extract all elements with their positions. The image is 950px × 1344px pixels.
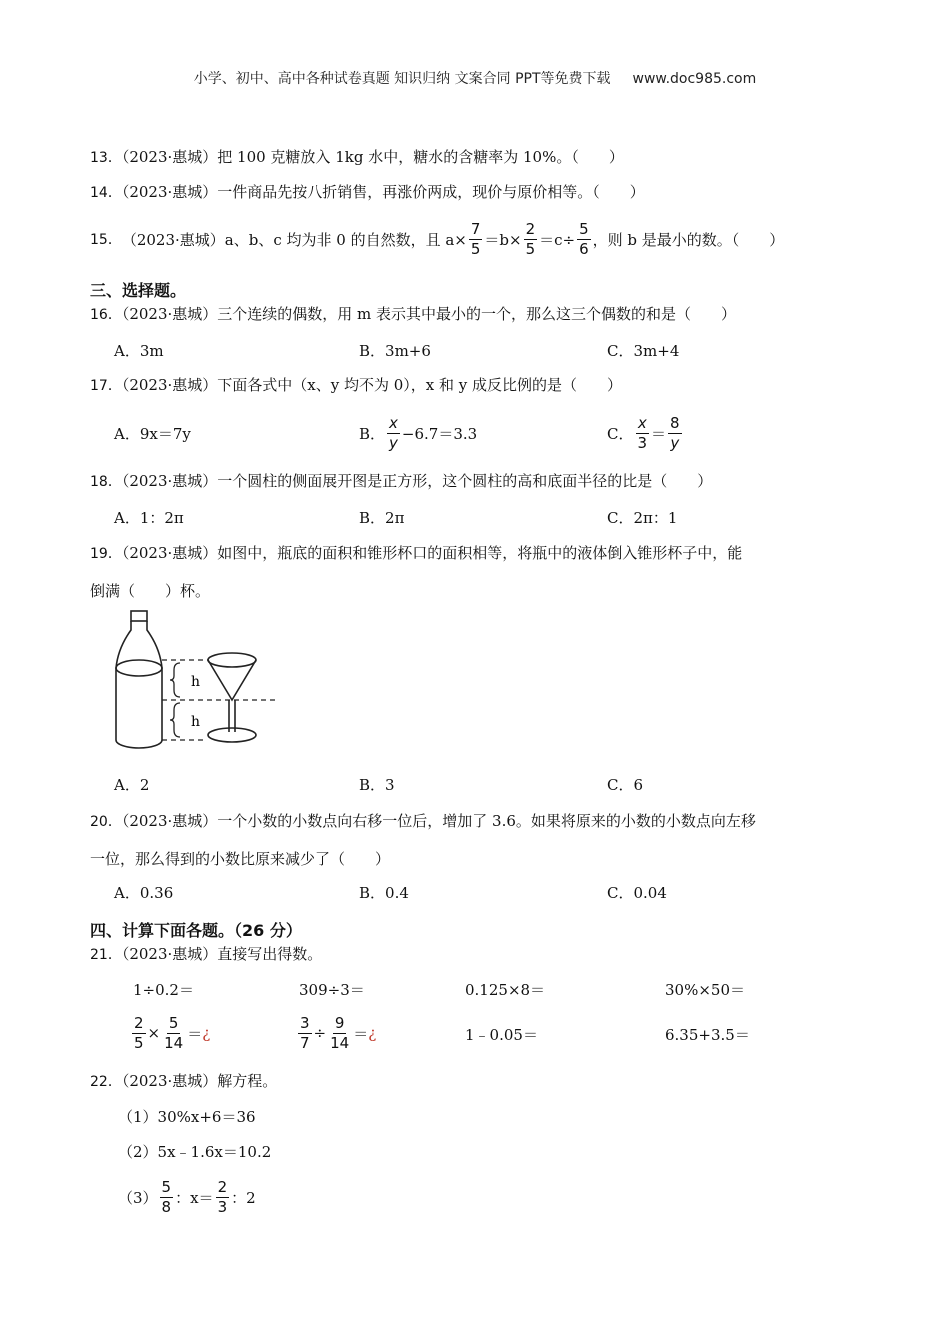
section-heading-4: 四、计算下面各题。（26 分）: [90, 921, 302, 940]
bottle-bottom: [116, 740, 162, 748]
equation-label: （3）: [118, 1188, 158, 1207]
operator: ÷: [313, 1024, 327, 1042]
bottle-cap: [131, 611, 147, 621]
option-c[interactable]: C．2π：1: [607, 509, 678, 527]
equation-part: ：x＝: [175, 1188, 214, 1207]
cone-body: [208, 660, 256, 700]
calc-item: 0.125×8＝: [465, 981, 546, 999]
fraction: $\frac{7}{5}$: [470, 219, 481, 258]
equation-part: ，则 b 是最小的数。（ ）: [592, 230, 785, 249]
question-22: [90, 1070, 277, 1091]
bottle-and-cone-figure: [108, 608, 288, 756]
question-text: （2023·惠城）一个小数的小数点向右移一位后，增加了 3.6。如果将原来的小数的小数点向左移: [121, 812, 756, 830]
option-label: B．: [359, 424, 386, 443]
answer-mark: ¿: [202, 1024, 211, 1042]
question-number: 15．: [90, 232, 122, 248]
question-text: （2023·惠城）如图中，瓶底的面积和锥形杯口的面积相等，将瓶中的液体倒入锥形杯子中，能: [121, 544, 743, 562]
question-18: [90, 470, 712, 491]
option-b[interactable]: B．3m+6: [359, 342, 431, 360]
header-site: www.doc985.com: [632, 71, 757, 87]
question-number: 21．: [90, 947, 122, 963]
calc-item: 1﹣0.05＝: [465, 1026, 538, 1044]
option-b[interactable]: B．3: [359, 776, 395, 794]
fraction: $\frac{5}{6}$: [579, 219, 589, 258]
fraction: $\frac{2}{5}$: [134, 1013, 144, 1052]
operator: ×: [147, 1024, 161, 1042]
bottle-neck: [116, 621, 162, 668]
question-20: [90, 810, 756, 831]
page-header: [0, 68, 950, 88]
fraction: $\frac{x}{3}$: [637, 413, 648, 452]
question-text: （2023·惠城）一件商品先按八折销售，再涨价两成，现价与原价相等。（ ）: [121, 183, 645, 201]
question-20-line2: 一位，那么得到的小数比原来减少了（ ）: [90, 850, 391, 868]
calc-item: [130, 1010, 210, 1056]
bottle-top-ellipse: [116, 660, 162, 676]
calc-item: 309÷3＝: [299, 981, 365, 999]
option-c[interactable]: C．0.04: [607, 884, 667, 902]
question-21: [90, 943, 322, 964]
question-text: （2023·惠城）a、b、c 均为非 0 的自然数，且 a×: [121, 230, 467, 249]
question-number: 22．: [90, 1074, 122, 1090]
fraction: $\frac{5}{14}$: [164, 1013, 184, 1052]
question-15: [90, 216, 784, 262]
fraction: $\frac{9}{14}$: [330, 1013, 350, 1052]
equation-part: ＝c÷: [539, 230, 576, 249]
option-c[interactable]: C．6: [607, 776, 644, 794]
question-number: 17．: [90, 378, 122, 394]
question-19-line2: 倒满（ ）杯。: [90, 582, 211, 600]
cone-rim: [208, 653, 256, 667]
brace-upper: [170, 663, 180, 697]
equation-part: ＝: [651, 424, 667, 443]
height-label-lower: h: [191, 714, 201, 730]
option-a[interactable]: A．9x＝7y: [114, 425, 191, 443]
question-text: （2023·惠城）下面各式中（x、y 均不为 0），x 和 y 成反比例的是（ ）: [121, 376, 623, 394]
answer-mark: ¿: [368, 1024, 377, 1042]
option-b[interactable]: B．0.4: [359, 884, 409, 902]
question-text: （2023·惠城）解方程。: [121, 1072, 278, 1090]
equals: ＝: [353, 1024, 369, 1043]
question-number: 19．: [90, 546, 122, 562]
equation-part: ＝b×: [484, 230, 522, 249]
calc-item: 1÷0.2＝: [133, 981, 194, 999]
fraction: $\frac{2}{5}$: [525, 219, 536, 258]
question-number: 13．: [90, 150, 122, 166]
question-number: 20．: [90, 814, 122, 830]
fraction: $\frac{8}{y}$: [670, 413, 680, 452]
fraction: $\frac{5}{8}$: [161, 1177, 172, 1216]
option-a[interactable]: A．1：2π: [114, 509, 184, 527]
option-c[interactable]: [607, 410, 684, 456]
question-13: [90, 146, 624, 167]
option-a[interactable]: A．2: [114, 776, 150, 794]
option-a[interactable]: A．0.36: [114, 884, 174, 902]
fraction: $\frac{2}{3}$: [217, 1177, 228, 1216]
glass-base: [208, 728, 256, 742]
question-14: [90, 181, 645, 202]
question-number: 18．: [90, 474, 122, 490]
option-b[interactable]: [359, 410, 477, 456]
question-text: （2023·惠城）把 100 克糖放入 1kg 水中，糖水的含糖率为 10%。（ ）: [121, 148, 624, 166]
option-b[interactable]: B．2π: [359, 509, 405, 527]
question-text: （2023·惠城）一个圆柱的侧面展开图是正方形，这个圆柱的高和底面半径的比是（ ）: [121, 472, 713, 490]
question-number: 16．: [90, 307, 122, 323]
equation-3: [118, 1174, 256, 1220]
option-label: C．: [607, 424, 634, 443]
equation-part: −6.7＝3.3: [401, 424, 478, 443]
question-text: （2023·惠城）直接写出得数。: [121, 945, 323, 963]
question-17: [90, 374, 622, 395]
calc-item: 6.35+3.5＝: [665, 1026, 750, 1044]
option-c[interactable]: C．3m+4: [607, 342, 680, 360]
section-heading-3: 三、选择题。: [90, 281, 187, 300]
calc-item: 30%×50＝: [665, 981, 745, 999]
option-a[interactable]: A．3m: [114, 342, 164, 360]
calc-item: [296, 1010, 376, 1056]
equation-1: （1）30%x+6＝36: [118, 1108, 256, 1126]
height-label-upper: h: [191, 674, 201, 690]
fraction: $\frac{3}{7}$: [300, 1013, 310, 1052]
equation-2: （2）5x﹣1.6x＝10.2: [118, 1143, 272, 1161]
header-title: 小学、初中、高中各种试卷真题 知识归纳 文案合同 PPT等免费下载: [193, 71, 611, 87]
brace-lower: [170, 703, 180, 737]
fraction: $\frac{x}{y}$: [389, 413, 398, 452]
question-number: 14．: [90, 185, 122, 201]
equals: ＝: [187, 1024, 203, 1043]
question-16: [90, 303, 736, 324]
equation-part: ：2: [231, 1188, 256, 1207]
question-text: （2023·惠城）三个连续的偶数，用 m 表示其中最小的一个，那么这三个偶数的和是（ ）: [121, 305, 737, 323]
question-19: [90, 542, 742, 563]
